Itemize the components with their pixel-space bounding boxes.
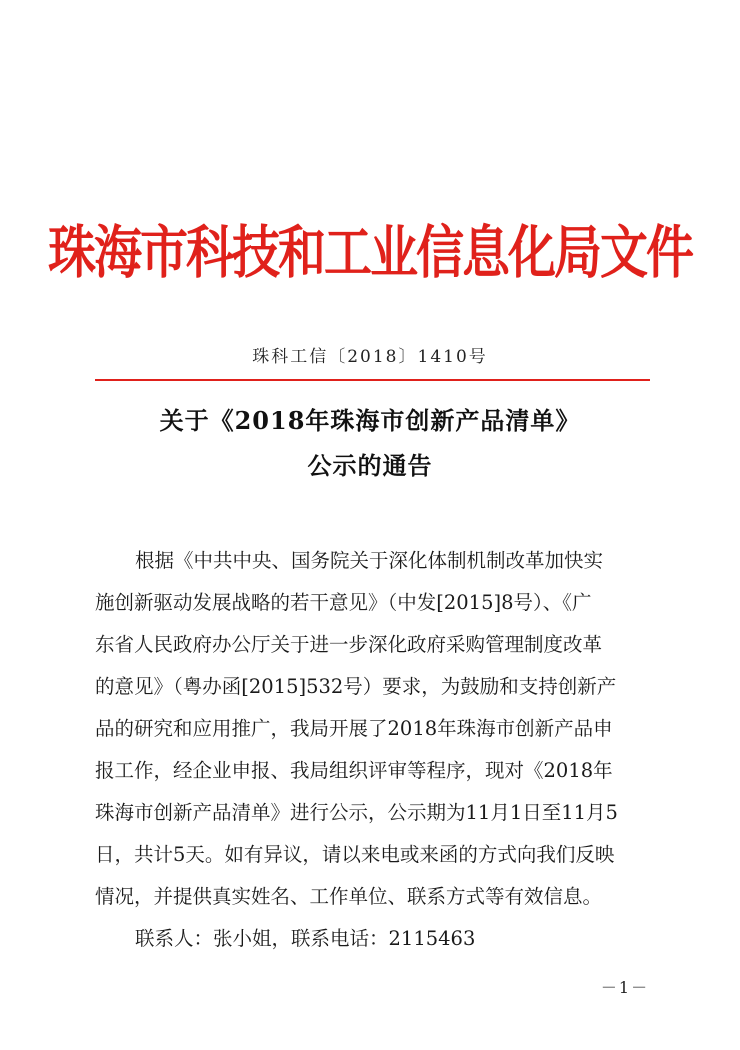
page-number: －1－ [600, 978, 650, 997]
body-line: 珠海市创新产品清单》进行公示，公示期为11月1日至11月5 [95, 801, 618, 824]
body-line: 东省人民政府办公厅关于进一步深化政府采购管理制度改革 [95, 633, 603, 656]
body-line: 的意见》（粤办函[2015]532号）要求，为鼓励和支持创新产 [95, 675, 617, 698]
contact-line: 联系人：张小姐，联系电话：2115463 [135, 927, 476, 950]
body-line: 日，共计5天。如有异议，请以来电或来函的方式向我们反映 [95, 843, 615, 866]
body-line: 情况，并提供真实姓名、工作单位、联系方式等有效信息。 [95, 885, 603, 908]
body-line: 根据《中共中央、国务院关于深化体制机制改革加快实 [135, 549, 604, 572]
document-number: 珠科工信〔2018〕1410号 [252, 347, 488, 367]
document-body [95, 540, 655, 960]
body-line: 施创新驱动发展战略的若干意见》（中发[2015]8号）、《广 [95, 591, 592, 614]
issuing-authority-header: 珠海市科技和工业信息化局文件 [47, 220, 692, 287]
document-title-line-1: 关于《2018年珠海市创新产品清单》 [159, 406, 581, 435]
body-line: 品的研究和应用推广，我局开展了2018年珠海市创新产品申 [95, 717, 613, 740]
red-divider-line [95, 379, 650, 381]
body-line: 报工作，经企业申报、我局组织评审等程序，现对《2018年 [95, 759, 613, 782]
document-title-line-2: 公示的通告 [307, 451, 433, 480]
